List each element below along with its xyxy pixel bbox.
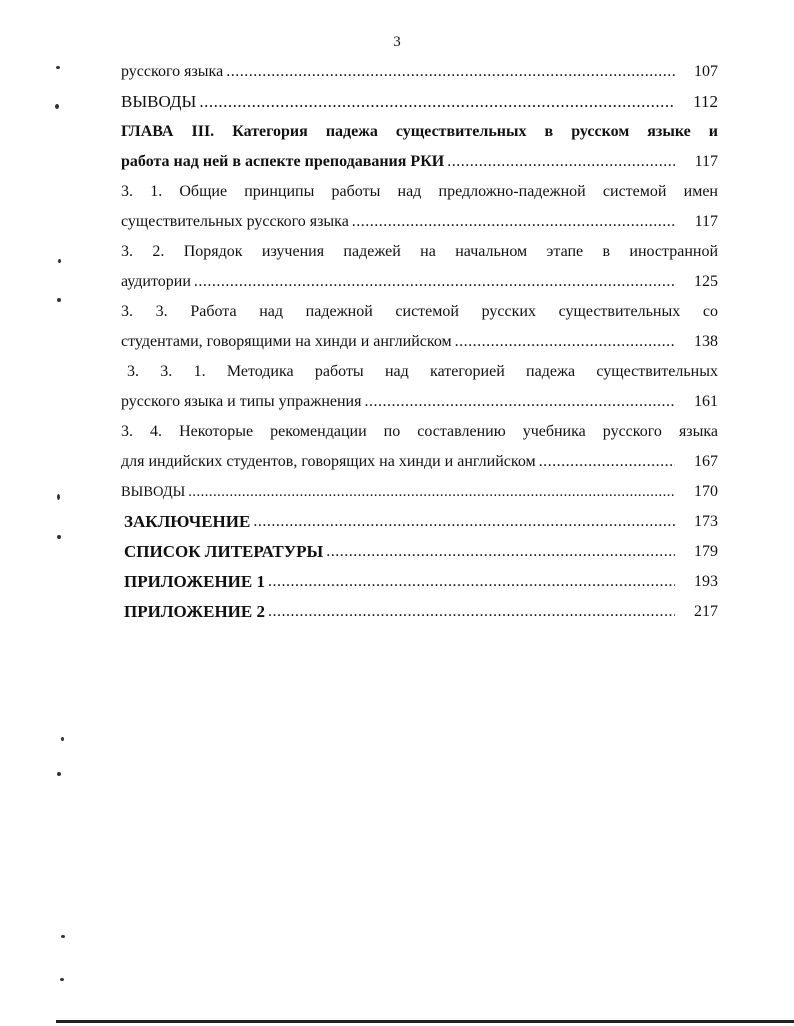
dot-leader — [253, 507, 675, 537]
scan-speck — [57, 298, 61, 302]
toc-entry-text: ЗАКЛЮЧЕНИЕ — [124, 512, 251, 531]
dot-leader — [268, 597, 675, 627]
toc-page-number: 107 — [694, 63, 718, 80]
toc-entry-text: русского языка — [121, 63, 224, 80]
toc-entry-text: аудитории — [121, 273, 191, 290]
toc-entry[interactable] — [121, 417, 718, 477]
scan-speck — [57, 772, 61, 776]
toc-entry-text: ВЫВОДЫ — [121, 92, 197, 111]
toc-entry-text: 3. 1. Общие принципы работы над предложно-падежной системой имен — [121, 183, 718, 200]
dot-leader — [194, 267, 675, 297]
bottom-edge-line — [56, 1020, 794, 1023]
toc-entry-text: ГЛАВА III. Категория падежа существительных в русском языке и — [121, 123, 718, 140]
dot-leader — [188, 477, 675, 507]
dot-leader — [326, 537, 675, 567]
toc-page-number: 117 — [694, 153, 718, 170]
toc-entry-section[interactable] — [121, 567, 718, 597]
toc-page-number: 167 — [694, 453, 718, 470]
scan-speck — [60, 978, 64, 981]
toc-entry-section[interactable] — [121, 507, 718, 537]
toc-entry-text: студентами, говорящими на хинди и английском — [121, 333, 452, 350]
toc-page-number: 117 — [694, 213, 718, 230]
toc-entry-text: существительных русского языка — [121, 213, 349, 230]
toc-page-number: 161 — [694, 393, 718, 410]
scan-speck — [61, 737, 64, 741]
toc-page-number: 112 — [693, 92, 718, 111]
toc-entry-text: русского языка и типы упражнения — [121, 393, 362, 410]
toc-entry-text: для индийских студентов, говорящих на хинди и английском — [121, 453, 536, 470]
dot-leader — [352, 207, 675, 237]
toc-page-number: 193 — [694, 573, 718, 590]
toc-entry[interactable] — [121, 57, 718, 87]
toc-entry-text: работа над ней в аспекте преподавания РКИ — [121, 153, 445, 170]
dot-leader — [364, 387, 675, 417]
scan-speck — [57, 535, 61, 539]
toc-page-number: 179 — [694, 543, 718, 560]
toc-page-number: 170 — [694, 483, 718, 500]
dot-leader — [447, 147, 675, 177]
scan-speck — [56, 66, 60, 69]
toc-page-number: 173 — [694, 513, 718, 530]
toc-entry-section[interactable] — [121, 597, 718, 627]
toc-entry[interactable] — [121, 177, 718, 237]
scan-speck — [55, 104, 59, 109]
toc-entry-text: 3. 2. Порядок изучения падежей на начальном этапе в иностранной — [121, 243, 718, 260]
dot-leader — [539, 447, 675, 477]
toc-entry[interactable] — [121, 477, 718, 507]
table-of-contents — [121, 57, 718, 627]
toc-entry-text: 3. 3. 1. Методика работы над категорией падежа существительных — [127, 363, 718, 380]
scan-speck — [57, 494, 60, 500]
dot-leader — [226, 57, 675, 87]
toc-entry[interactable] — [121, 87, 718, 117]
toc-entry-chapter[interactable] — [121, 117, 718, 177]
toc-page-number: 125 — [694, 273, 718, 290]
dot-leader — [199, 87, 675, 117]
toc-entry-section[interactable] — [121, 537, 718, 567]
toc-page-number: 138 — [694, 333, 718, 350]
toc-entry-text: ВЫВОДЫ — [121, 484, 186, 500]
toc-entry[interactable] — [121, 297, 718, 357]
toc-entry-text: 3. 4. Некоторые рекомендации по составлению учебника русского языка — [121, 423, 718, 440]
toc-entry-text: 3. 3. Работа над падежной системой русских существительных со — [121, 303, 718, 320]
toc-entry[interactable] — [121, 237, 718, 297]
toc-entry[interactable] — [121, 357, 718, 417]
toc-entry-text: ПРИЛОЖЕНИЕ 2 — [124, 602, 265, 621]
dot-leader — [455, 327, 675, 357]
dot-leader — [268, 567, 675, 597]
toc-entry-text: ПРИЛОЖЕНИЕ 1 — [124, 572, 265, 591]
scan-speck — [61, 935, 65, 938]
scan-speck — [58, 259, 61, 263]
toc-entry-text: СПИСОК ЛИТЕРАТУРЫ — [124, 542, 324, 561]
toc-page-number: 217 — [694, 603, 718, 620]
page-number: 3 — [393, 34, 401, 50]
